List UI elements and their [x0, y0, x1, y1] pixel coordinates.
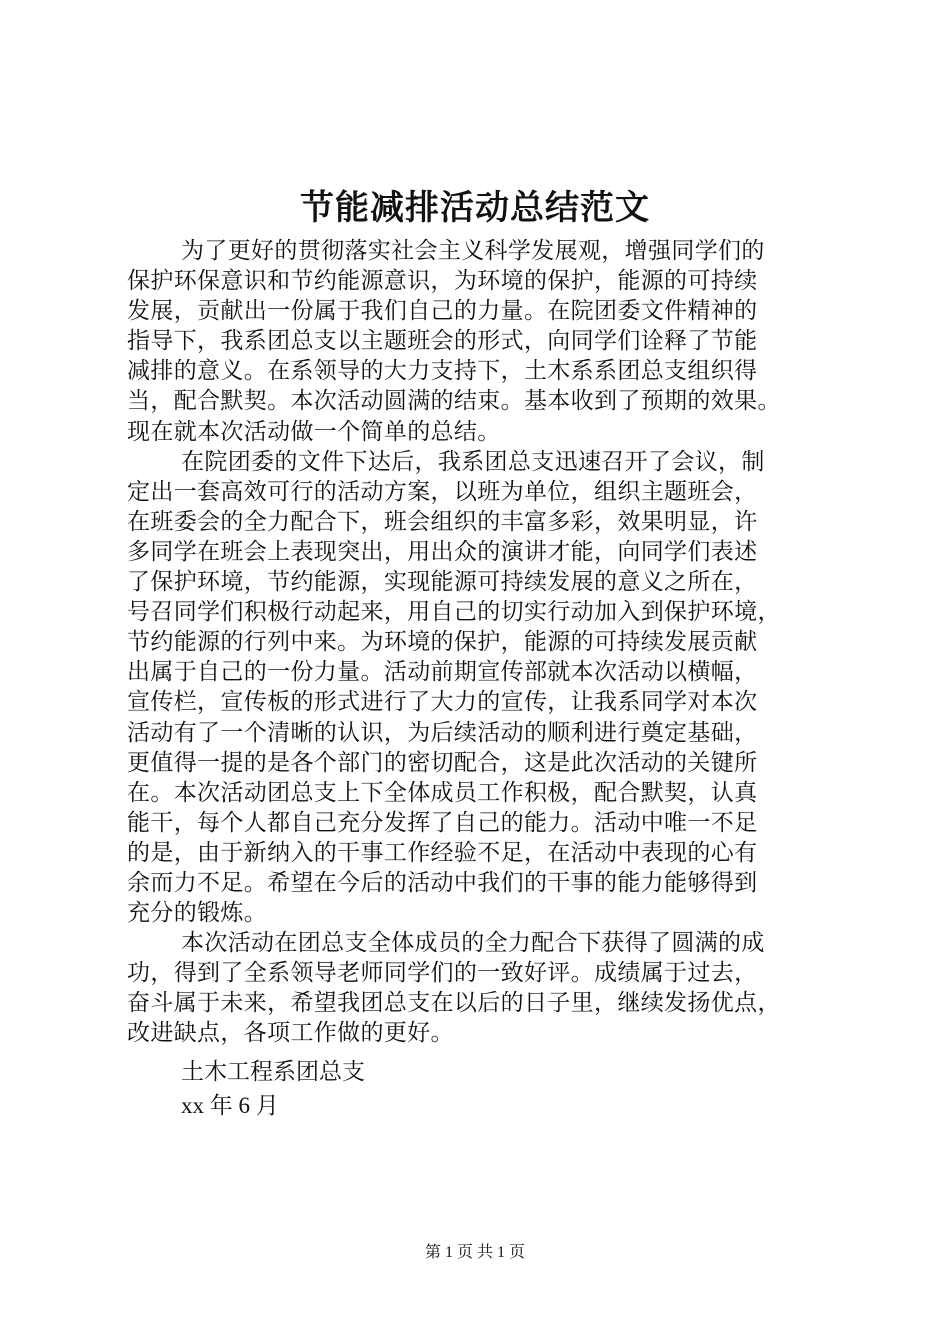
paragraph-3-line-4: 改进缺点，各项工作做的更好。 [127, 1020, 454, 1047]
paragraph-2-line-2: 定出一套高效可行的活动方案，以班为单位，组织主题班会， [127, 478, 758, 505]
paragraph-2-line-14: 的是，由于新纳入的干事工作经验不足，在活动中表现的心有 [127, 839, 758, 866]
paragraph-1-line-4: 指导下，我系团总支以主题班会的形式，向同学们诠释了节能 [127, 328, 758, 355]
paragraph-2-line-3: 在班委会的全力配合下，班会组织的丰富多彩，效果明显，许 [127, 508, 758, 535]
paragraph-2-line-4: 多同学在班会上表现突出，用出众的演讲才能，向同学们表述 [127, 538, 758, 565]
paragraph-2-line-7: 节约能源的行列中来。为环境的保护，能源的可持续发展贡献 [127, 629, 758, 656]
paragraph-2-line-11: 更值得一提的是各个部门的密切配合，这是此次活动的关键所 [127, 749, 758, 776]
document-title: 节能减排活动总结范文 [300, 188, 650, 228]
paragraph-2-line-15: 余而力不足。希望在今后的活动中我们的干事的能力能够得到 [127, 869, 758, 896]
paragraph-1-line-7: 现在就本次活动做一个简单的总结。 [127, 418, 501, 445]
paragraph-1-line-1: 为了更好的贯彻落实社会主义科学发展观，增强同学们的 [181, 238, 765, 264]
paragraph-2-line-10: 活动有了一个清晰的认识，为后续活动的顺利进行奠定基础， [127, 719, 758, 746]
paragraph-2-line-12: 在。本次活动团总支上下全体成员工作积极，配合默契，认真 [127, 779, 758, 806]
paragraph-3-line-1: 本次活动在团总支全体成员的全力配合下获得了圆满的成 [181, 930, 765, 957]
paragraph-1-line-2: 保护环保意识和节约能源意识，为环境的保护，能源的可持续 [127, 268, 758, 295]
paragraph-1-line-3: 发展，贡献出一份属于我们自己的力量。在院团委文件精神的 [127, 298, 758, 325]
paragraph-2-line-1: 在院团委的文件下达后，我系团总支迅速召开了会议，制 [181, 448, 765, 475]
page-footer: 第 1 页 共 1 页 [424, 1244, 525, 1261]
paragraph-2-line-16: 充分的锻炼。 [127, 900, 268, 927]
paragraph-1-line-5: 减排的意义。在系领导的大力支持下，土木系系团总支组织得 [127, 358, 758, 385]
paragraph-2-line-5: 了保护环境，节约能源，实现能源可持续发展的意义之所在， [127, 569, 758, 596]
signature-date: xx 年 6 月 [181, 1093, 279, 1118]
paragraph-3-line-3: 奋斗属于未来，希望我团总支在以后的日子里，继续发扬优点， [127, 990, 781, 1017]
paragraph-2-line-13: 能干，每个人都自己充分发挥了自己的能力。活动中唯一不足 [127, 809, 758, 836]
paragraph-1-line-6: 当，配合默契。本次活动圆满的结束。基本收到了预期的效果。 [127, 388, 781, 415]
paragraph-2-line-9: 宣传栏，宣传板的形式进行了大力的宣传，让我系同学对本次 [127, 689, 758, 716]
signature-organization: 土木工程系团总支 [181, 1059, 365, 1085]
paragraph-2-line-8: 出属于自己的一份力量。活动前期宣传部就本次活动以横幅， [127, 659, 758, 686]
document-body [127, 236, 837, 1049]
paragraph-2-line-6: 号召同学们积极行动起来，用自己的切实行动加入到保护环境， [127, 599, 781, 626]
paragraph-3-line-2: 功，得到了全系领导老师同学们的一致好评。成绩属于过去， [127, 960, 758, 987]
